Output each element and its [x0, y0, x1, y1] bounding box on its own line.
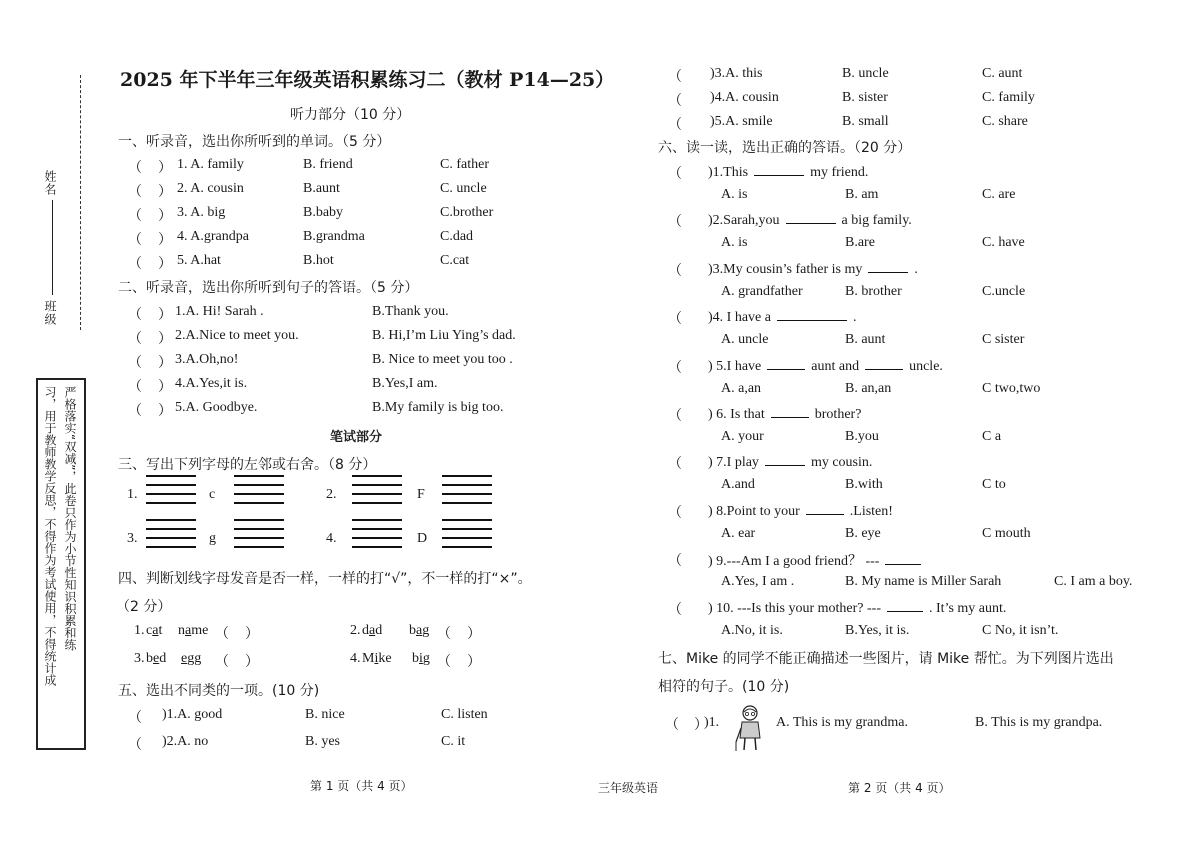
- name-label: 姓名: [43, 170, 57, 196]
- footer-page-1: 第 1 页（共 4 页）: [310, 779, 413, 793]
- page-title: 2025 年下半年三年级英语积累练习二（教材 P14—25）: [120, 69, 615, 91]
- s6-option-a: A. grandfather: [721, 283, 803, 299]
- s6-paren-open: （: [668, 263, 682, 279]
- answer-blank[interactable]: [887, 599, 923, 612]
- s4-item-1-paren-open: （: [215, 627, 229, 642]
- s2-option-b: B.Yes,I am.: [372, 376, 438, 391]
- s6-option-a: A. is: [721, 235, 748, 251]
- s3-writing-lines: [146, 519, 196, 555]
- writing-line: [146, 484, 196, 486]
- s5-option-b: B. nice: [305, 707, 345, 722]
- writing-line: [442, 475, 492, 477]
- underlined-letter: i: [419, 651, 423, 666]
- answer-blank[interactable]: [865, 357, 903, 370]
- s6-paren-open: （: [668, 167, 682, 182]
- s1-option-c: C.brother: [440, 205, 494, 220]
- s5-option-c: C. family: [982, 90, 1035, 105]
- s6-option-b: B. aunt: [845, 332, 886, 348]
- s6-option-c: C.uncle: [982, 283, 1026, 299]
- s1-option-b: B.grandma: [303, 229, 365, 244]
- s6-option-c: C two,two: [982, 380, 1041, 396]
- s1-item-question: 5. A.hat: [177, 253, 221, 268]
- question-text: ) 8.Point to your: [708, 503, 800, 519]
- word-part: ke: [378, 651, 392, 666]
- s1-option-b: B.baby: [303, 205, 344, 220]
- s1-option-c: C. father: [440, 157, 489, 172]
- question-text: ) 5.I have: [708, 358, 762, 374]
- section-1-heading: 一、听录音，选出你所听到的单词。（5 分）: [118, 134, 391, 150]
- writing-line: [442, 484, 492, 486]
- s6-option-a: A. ear: [721, 525, 756, 541]
- s6-paren-open: （: [668, 554, 682, 570]
- underlined-letter: a: [152, 623, 159, 638]
- s2-item-4-paren-close: ）: [158, 380, 172, 395]
- s5-option-b: B. yes: [305, 734, 340, 749]
- question-text: )4. I have a: [708, 310, 771, 326]
- word-part: g: [422, 651, 430, 666]
- s7-paren-open: （: [665, 718, 679, 733]
- question-text: ) 6. Is that: [708, 407, 765, 422]
- s3-given-letter: c: [209, 487, 216, 502]
- question-text: ) 10. ---Is this your mother? ---: [708, 600, 882, 616]
- s6-paren-open: （: [668, 215, 682, 231]
- s6-option-c: C to: [982, 477, 1006, 493]
- section-3-heading: 三、写出下列字母的左邻或右舍。（8 分）: [118, 457, 377, 473]
- writing-line: [146, 475, 196, 477]
- writing-line: [146, 537, 196, 539]
- s4-word-1: [146, 651, 166, 667]
- s2-item-5-paren-open: （: [128, 404, 142, 419]
- word-part: b: [146, 651, 153, 666]
- question-text: my cousin.: [810, 455, 873, 471]
- s3-writing-lines: [234, 519, 284, 555]
- writing-line: [352, 475, 402, 477]
- s5-item-question: )3.A. this: [710, 66, 763, 81]
- listening-header: 听力部分（10 分）: [290, 107, 411, 123]
- writing-line: [442, 519, 492, 521]
- s7-item-number: )1.: [704, 715, 720, 730]
- class-label: 班级: [43, 300, 57, 326]
- s3-writing-lines: [442, 475, 492, 511]
- s4-item-number: 2.: [350, 623, 361, 638]
- question-text: a big family.: [841, 213, 912, 229]
- s1-option-c: C. uncle: [440, 181, 487, 196]
- s3-given-letter: g: [209, 531, 216, 546]
- s5-option-b: B. uncle: [842, 66, 889, 81]
- s3-writing-lines: [442, 519, 492, 555]
- written-header: 笔试部分: [330, 430, 383, 445]
- section-2-heading: 二、听录音，选出你所听到句子的答语。（5 分）: [118, 280, 419, 296]
- s1-item-2-paren-open: （: [128, 185, 142, 200]
- s6-option-a: A. a,an: [721, 380, 762, 396]
- writing-line: [442, 528, 492, 530]
- question-text: .: [852, 310, 857, 326]
- s6-option-c: C. I am a boy.: [1054, 574, 1133, 590]
- s4-word-2: [181, 651, 201, 667]
- s6-option-c: C. are: [982, 187, 1016, 202]
- writing-line: [146, 519, 196, 521]
- s6-option-b: B. an,an: [845, 380, 892, 396]
- s1-item-3-paren-close: ）: [158, 209, 172, 224]
- s4-word-2: [412, 651, 430, 667]
- s5-item-question: )5.A. smile: [710, 114, 773, 129]
- s3-writing-lines: [234, 475, 284, 511]
- s4-word-1: [362, 623, 382, 639]
- word-part: c: [146, 623, 153, 638]
- question-text: aunt and: [811, 358, 860, 374]
- question-text: )3.My cousin’s father is my: [708, 261, 863, 277]
- s5-option-b: B. small: [842, 114, 889, 129]
- s1-item-question: 1. A. family: [177, 157, 244, 172]
- s7-option-b: B. This is my grandpa.: [975, 715, 1103, 730]
- word-part: gg: [187, 651, 202, 666]
- s5-item-question: )4.A. cousin: [710, 90, 779, 105]
- underlined-letter: e: [153, 651, 160, 666]
- s6-option-a: A. is: [721, 187, 748, 202]
- s6-option-b: B. eye: [845, 525, 881, 541]
- s7-paren-close: ）: [694, 718, 708, 733]
- s6-option-b: B.you: [845, 429, 879, 444]
- question-text: )2.Sarah,you: [708, 213, 780, 229]
- word-part: d: [362, 623, 369, 638]
- notice-line-1: 严格落实“双减”，此卷只作为小节性知识积累和练: [63, 386, 77, 651]
- s3-item-number: 2.: [326, 487, 337, 502]
- s4-word-1: [146, 623, 162, 639]
- answer-blank[interactable]: [765, 453, 805, 466]
- s6-item-question: [708, 405, 861, 423]
- writing-line: [146, 502, 196, 504]
- s2-item-question: 2.A.Nice to meet you.: [175, 328, 299, 343]
- s6-option-c: C No, it isn’t.: [982, 622, 1059, 638]
- question-text: uncle.: [909, 358, 943, 374]
- writing-line: [234, 502, 284, 504]
- word-part: g: [422, 623, 430, 638]
- s3-writing-lines: [146, 475, 196, 511]
- s3-item-number: 1.: [127, 487, 138, 502]
- writing-line: [352, 493, 402, 495]
- s6-paren-open: （: [668, 457, 682, 473]
- underlined-letter: i: [374, 651, 379, 666]
- underlined-letter: a: [369, 623, 376, 638]
- s4-item-3-paren-open: （: [215, 655, 229, 670]
- word-part: M: [362, 651, 375, 666]
- s5-option-b: B. sister: [842, 90, 888, 105]
- s2-item-question: 4.A.Yes,it is.: [175, 376, 248, 391]
- underlined-letter: a: [416, 623, 423, 638]
- writing-line: [146, 546, 196, 548]
- s2-item-2-paren-close: ）: [158, 332, 172, 347]
- footer-subject: 三年级英语: [598, 781, 659, 795]
- writing-line: [442, 502, 492, 504]
- writing-line: [234, 546, 284, 548]
- question-text: . It’s my aunt.: [929, 600, 1007, 616]
- s6-option-b: B. am: [845, 187, 879, 202]
- question-text: .: [914, 261, 918, 277]
- s1-option-b: B.hot: [303, 253, 334, 268]
- answer-blank[interactable]: [868, 260, 908, 273]
- s2-item-4-paren-open: （: [128, 380, 142, 395]
- word-part: b: [409, 623, 416, 638]
- s6-item-question: [708, 357, 943, 375]
- writing-line: [352, 528, 402, 530]
- question-text: ) 7.I play: [708, 455, 759, 471]
- s6-paren-open: （: [668, 505, 682, 521]
- section-6-heading: 六、读一读，选出正确的答语。（20 分）: [658, 140, 912, 156]
- s3-given-letter: F: [417, 487, 425, 502]
- s5-option-c: C. aunt: [982, 66, 1023, 81]
- s6-option-b: B.with: [845, 477, 883, 493]
- s5-option-c: C. listen: [441, 707, 488, 722]
- s5-item-question: )2.A. no: [162, 734, 209, 749]
- notice-line-2: 习，用于教师教学反思，不得作为考试使用，不得统计成: [43, 386, 57, 686]
- s6-item-question: [708, 308, 856, 326]
- s2-item-question: 1.A. Hi! Sarah .: [175, 304, 264, 319]
- writing-line: [234, 537, 284, 539]
- word-part: n: [178, 623, 185, 638]
- s3-writing-lines: [352, 475, 402, 511]
- grandpa-illustration: [733, 704, 767, 752]
- s1-item-question: 4. A.grandpa: [177, 229, 249, 244]
- s6-item-question: [708, 599, 1006, 617]
- s2-option-b: B.My family is big too.: [372, 400, 504, 415]
- s2-item-3-paren-close: ）: [158, 356, 172, 371]
- question-text: my friend.: [810, 165, 869, 180]
- s1-item-3-paren-open: （: [128, 209, 142, 224]
- s2-item-1-paren-close: ）: [158, 308, 172, 323]
- s6-paren-open: （: [668, 360, 682, 376]
- s6-paren-open: （: [668, 409, 682, 424]
- s6-item-question: [708, 453, 872, 471]
- s4-item-number: 4.: [350, 651, 361, 666]
- answer-blank[interactable]: [767, 357, 805, 370]
- word-part: t: [158, 623, 163, 638]
- class-blank-line: [52, 240, 53, 295]
- word-part: me: [191, 623, 209, 638]
- s1-option-b: B. friend: [303, 157, 353, 172]
- word-part: b: [412, 651, 419, 666]
- section-7-heading-line-2: 相符的句子。(10 分): [658, 679, 790, 695]
- s6-option-c: C. have: [982, 235, 1025, 251]
- word-part: d: [159, 651, 167, 666]
- s6-option-c: C mouth: [982, 525, 1031, 541]
- section-7-heading-line-1: 七、Mike 的同学不能正确描述一些图片，请 Mike 帮忙。为下列图片选出: [658, 651, 1114, 667]
- s6-option-c: C sister: [982, 332, 1025, 348]
- notice-box: [36, 378, 86, 750]
- s6-option-b: B. brother: [845, 283, 902, 299]
- s2-item-2-paren-open: （: [128, 332, 142, 347]
- writing-line: [234, 484, 284, 486]
- s5-option-c: C. share: [982, 114, 1028, 129]
- s6-option-b: B.Yes, it is.: [845, 622, 910, 638]
- s5-paren-open: （: [668, 94, 682, 109]
- s2-option-b: B. Nice to meet you too .: [372, 352, 513, 367]
- s3-writing-lines: [352, 519, 402, 555]
- s6-option-b: B.are: [845, 235, 875, 251]
- answer-blank[interactable]: [885, 552, 921, 565]
- s5-option-c: C. it: [441, 734, 466, 749]
- s1-option-c: C.dad: [440, 229, 474, 244]
- writing-line: [234, 519, 284, 521]
- question-text: ) 9.---Am I a good friend？ ---: [708, 554, 880, 570]
- s4-item-4-paren-close: ）: [467, 655, 481, 670]
- writing-line: [352, 484, 402, 486]
- s5-paren-open: （: [668, 70, 682, 85]
- s4-item-number: 1.: [134, 623, 145, 638]
- s6-item-question: [708, 260, 918, 278]
- s6-option-b: B. My name is Miller Sarah: [845, 574, 1002, 590]
- writing-line: [352, 519, 402, 521]
- s1-item-4-paren-open: （: [128, 233, 142, 248]
- writing-line: [234, 528, 284, 530]
- s2-item-question: 5.A. Goodbye.: [175, 400, 258, 415]
- s3-given-letter: D: [417, 531, 428, 546]
- s6-option-a: A.and: [721, 477, 755, 493]
- s1-item-4-paren-close: ）: [158, 233, 172, 248]
- question-text: brother?: [814, 407, 862, 422]
- footer-page-2: 第 2 页（共 4 页）: [848, 781, 951, 795]
- writing-line: [234, 493, 284, 495]
- answer-blank[interactable]: [754, 163, 804, 176]
- section-5-heading: 五、选出不同类的一项。(10 分): [118, 683, 320, 699]
- word-part: d: [375, 623, 383, 638]
- s4-word-2: [409, 623, 429, 639]
- s6-option-a: A.Yes, I am .: [721, 574, 795, 590]
- underlined-letter: a: [185, 623, 192, 638]
- writing-line: [352, 537, 402, 539]
- s4-item-4-paren-open: （: [437, 655, 451, 670]
- s6-paren-open: （: [668, 602, 682, 618]
- writing-line: [442, 493, 492, 495]
- s6-option-a: A.No, it is.: [721, 622, 783, 638]
- s1-item-1-paren-close: ）: [158, 161, 172, 176]
- s4-item-1-paren-close: ）: [245, 627, 259, 642]
- s6-item-question: [708, 550, 927, 570]
- writing-line: [442, 537, 492, 539]
- s3-item-number: 3.: [127, 531, 138, 546]
- s2-item-question: 3.A.Oh,no!: [175, 352, 239, 367]
- question-text: )1.This: [708, 165, 749, 180]
- s1-option-c: C.cat: [440, 253, 470, 268]
- s2-item-5-paren-close: ）: [158, 404, 172, 419]
- answer-blank[interactable]: [806, 502, 844, 515]
- writing-line: [146, 528, 196, 530]
- writing-line: [146, 493, 196, 495]
- section-4-heading: 四、判断划线字母发音是否一样，一样的打“√”，不一样的打“×”。: [118, 571, 532, 587]
- s4-item-number: 3.: [134, 651, 145, 666]
- s1-item-question: 3. A. big: [177, 205, 226, 220]
- s4-word-1: [362, 651, 392, 667]
- answer-blank[interactable]: [771, 405, 809, 418]
- answer-blank[interactable]: [777, 308, 847, 321]
- s1-item-2-paren-close: ）: [158, 185, 172, 200]
- s6-paren-open: （: [668, 312, 682, 328]
- writing-line: [234, 475, 284, 477]
- writing-line: [352, 502, 402, 504]
- s3-item-number: 4.: [326, 531, 337, 546]
- s6-option-c: C a: [982, 429, 1002, 444]
- s2-option-b: B. Hi,I’m Liu Ying’s dad.: [372, 328, 516, 343]
- s2-item-3-paren-open: （: [128, 356, 142, 371]
- s5-paren-open: （: [668, 118, 682, 133]
- s5-paren-open: （: [128, 711, 142, 726]
- s6-item-question: [708, 502, 893, 520]
- s1-item-5-paren-close: ）: [158, 257, 172, 272]
- s2-option-b: B.Thank you.: [372, 304, 449, 319]
- s5-item-question: )1.A. good: [162, 707, 223, 722]
- s1-item-5-paren-open: （: [128, 257, 142, 272]
- s4-item-3-paren-close: ）: [245, 655, 259, 670]
- s1-option-b: B.aunt: [303, 181, 340, 196]
- writing-line: [442, 546, 492, 548]
- s4-word-2: [178, 623, 208, 639]
- s4-item-2-paren-close: ）: [467, 627, 481, 642]
- section-4-score: （2 分）: [116, 599, 172, 615]
- s4-item-2-paren-open: （: [437, 627, 451, 642]
- s2-item-1-paren-open: （: [128, 308, 142, 323]
- s5-paren-open: （: [128, 738, 142, 753]
- answer-blank[interactable]: [786, 211, 836, 224]
- s6-item-question: [708, 163, 868, 181]
- s1-item-question: 2. A. cousin: [177, 181, 244, 196]
- s1-item-1-paren-open: （: [128, 161, 142, 176]
- writing-line: [352, 546, 402, 548]
- underlined-letter: e: [181, 651, 188, 666]
- s7-option-a: A. This is my grandma.: [776, 715, 908, 730]
- question-text: .Listen!: [849, 503, 893, 519]
- s6-option-a: A. your: [721, 429, 764, 444]
- s6-item-question: [708, 211, 912, 229]
- s6-option-a: A. uncle: [721, 332, 769, 348]
- binding-dashed-line: [80, 75, 81, 330]
